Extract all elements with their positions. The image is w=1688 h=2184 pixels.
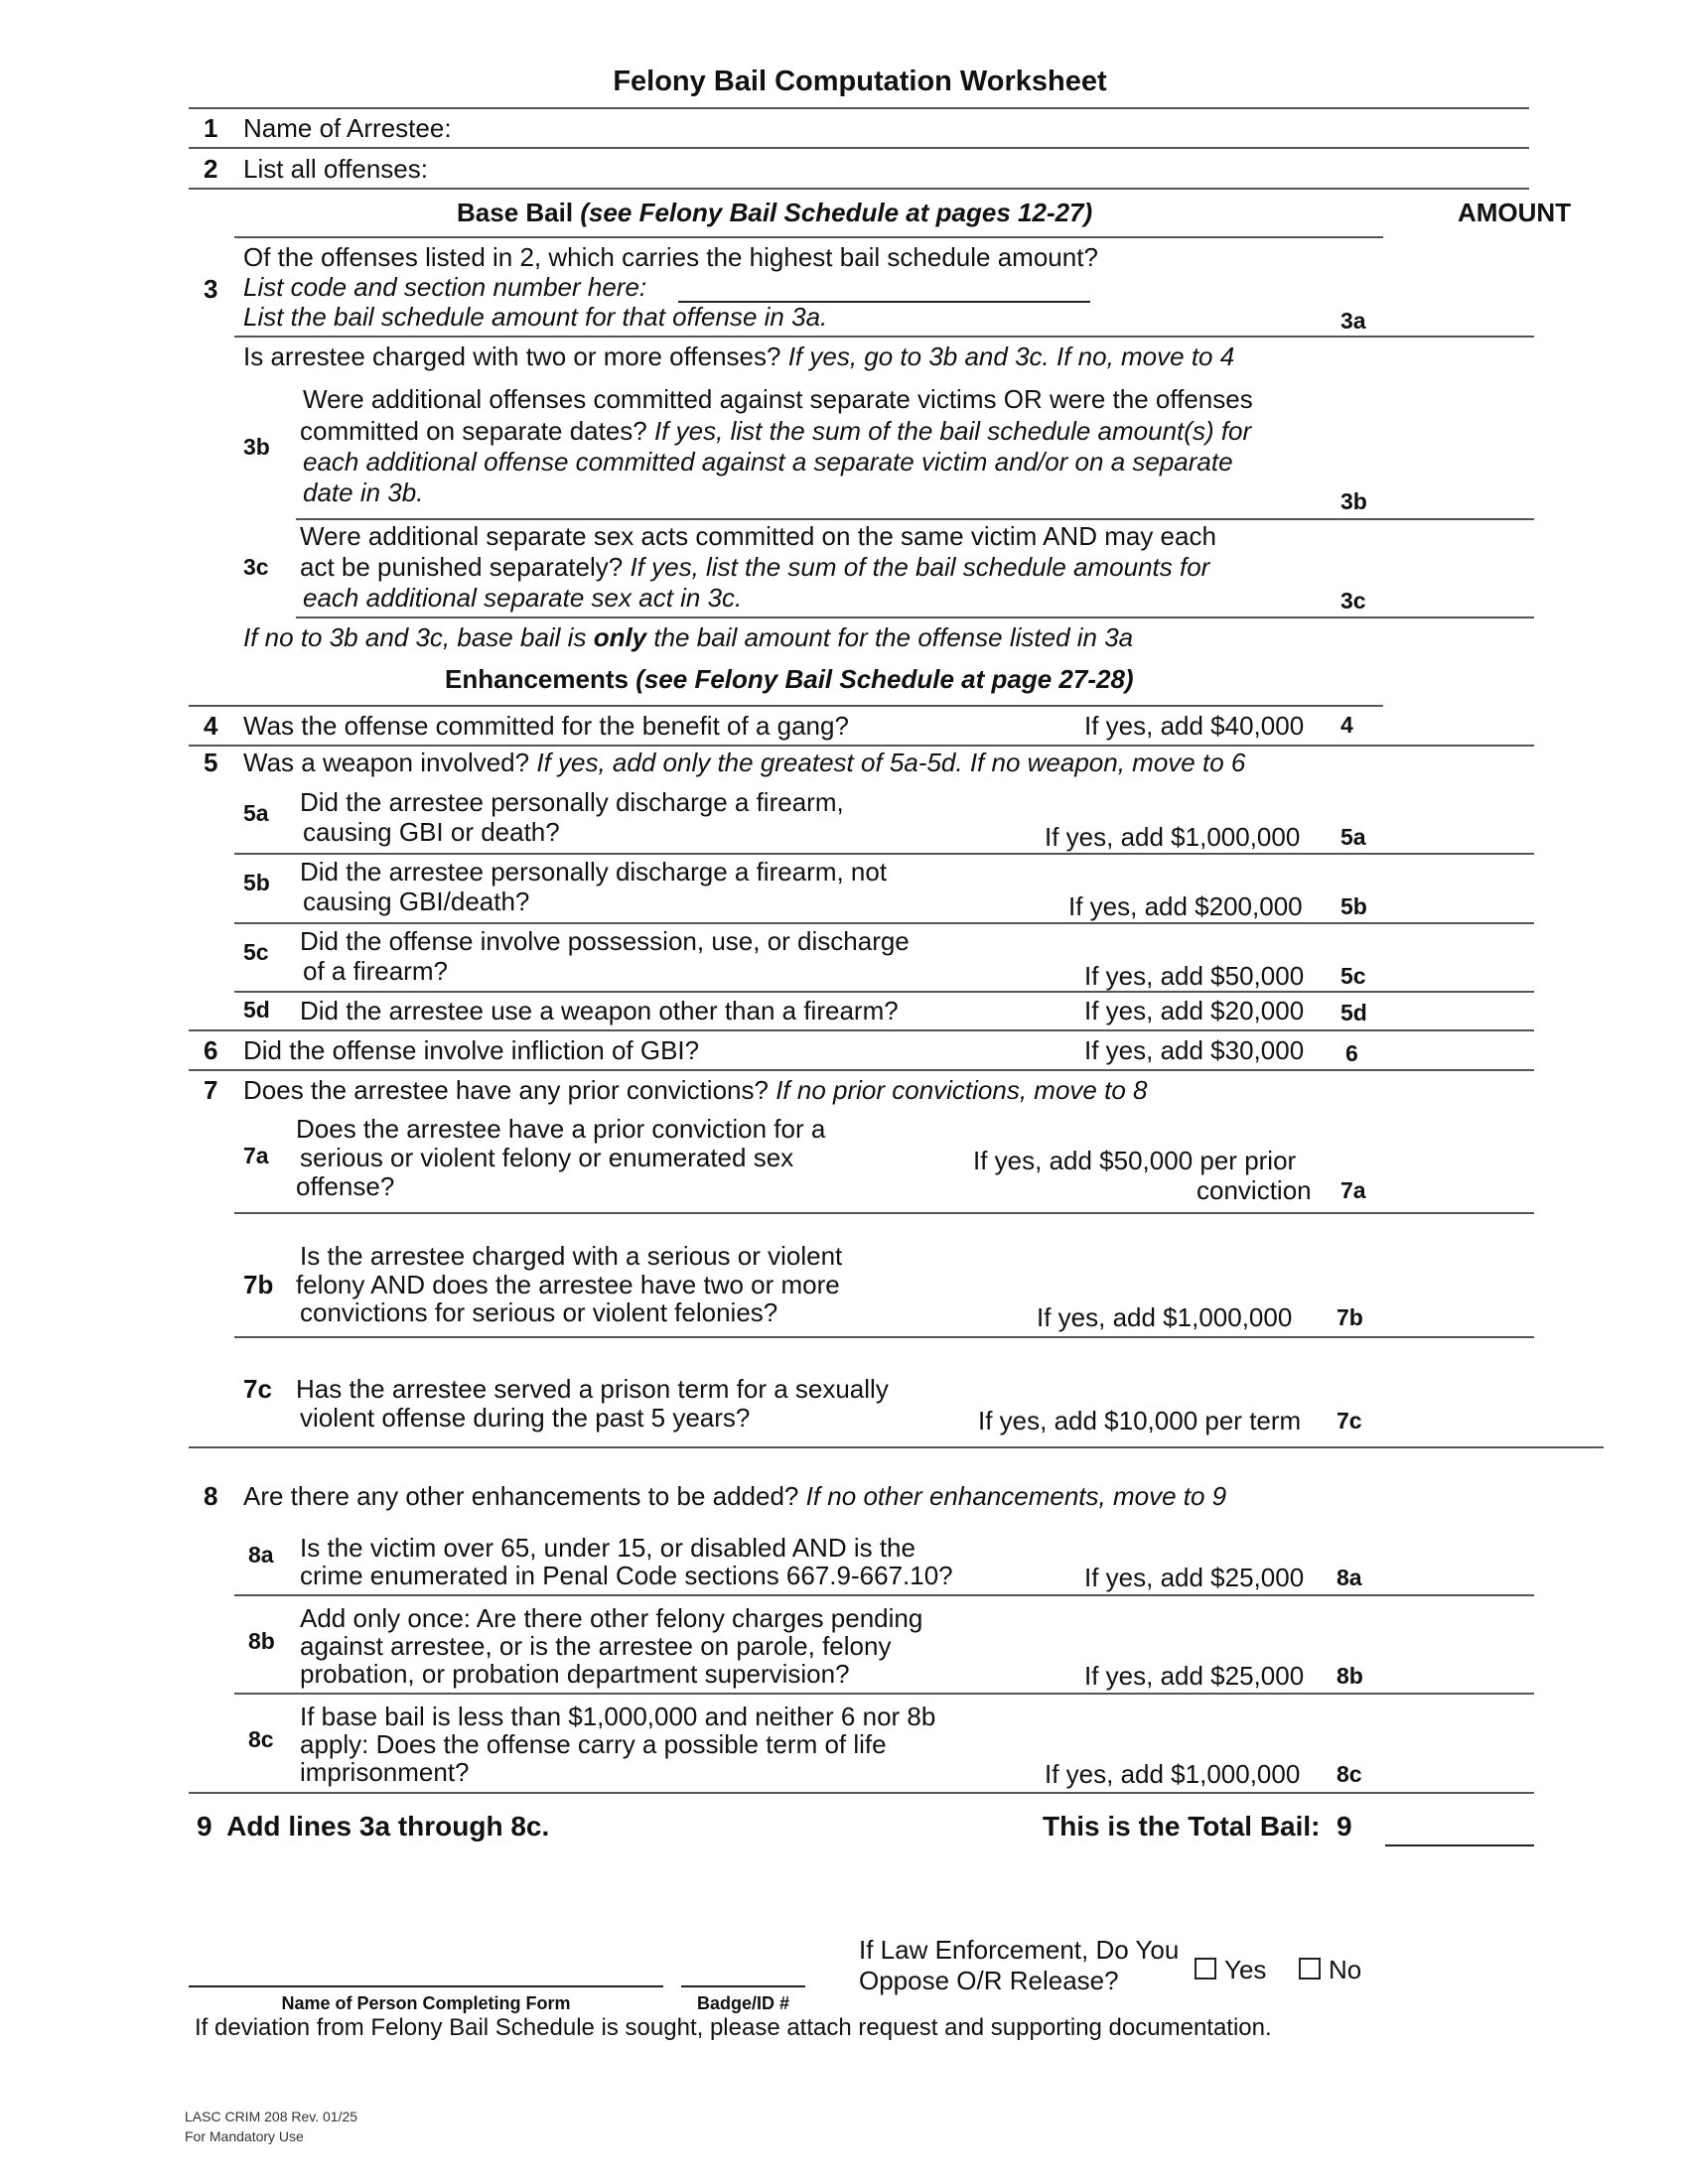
line-code-5d: 5d — [1340, 1000, 1367, 1025]
q5c-text: of a firearm? — [303, 956, 448, 986]
name-of-person-field[interactable] — [189, 1944, 663, 1983]
q3-amount-instruction: List the bail schedule amount for that offense in 3a. — [243, 302, 828, 332]
q5b-text: causing GBI/death? — [303, 887, 530, 916]
q8b-text: probation, or probation department supervision? — [300, 1659, 850, 1689]
arrestee-name-field[interactable] — [477, 111, 1519, 145]
divider — [189, 1792, 1534, 1794]
amount-field-4[interactable] — [1385, 707, 1534, 743]
amount-field-7c[interactable] — [1385, 1398, 1534, 1433]
divider — [234, 853, 1534, 855]
badge-id-label: Badge/ID # — [696, 1993, 790, 2013]
amount-field-5b[interactable] — [1385, 884, 1534, 919]
line-code-7a: 7a — [1340, 1177, 1366, 1203]
q8c-text: apply: Does the offense carry a possible term of life — [300, 1729, 887, 1759]
amount-field-5d[interactable] — [1385, 992, 1534, 1027]
q5a-text: Did the arrestee personally discharge a firearm, — [300, 787, 844, 817]
q8b-text: against arrestee, or is the arrestee on parole, felony — [300, 1631, 892, 1661]
divider — [189, 1446, 1604, 1448]
q7a-text: serious or violent felony or enumerated sex — [300, 1143, 794, 1172]
line-code-8c: 8c — [1336, 1761, 1362, 1787]
divider — [189, 147, 1529, 149]
line-code-7b: 7b — [1336, 1304, 1363, 1330]
line-code-5c: 5c — [1340, 963, 1366, 989]
row-number: 7c — [243, 1374, 272, 1404]
page-title: Felony Bail Computation Worksheet — [613, 66, 1107, 97]
line-code-6: 6 — [1345, 1040, 1358, 1066]
row-number: 8 — [204, 1481, 218, 1511]
yes-label: Yes — [1224, 1955, 1267, 1984]
signature-line — [189, 1985, 663, 1987]
offenses-label: List all offenses: — [243, 154, 428, 184]
amount-column-header: AMOUNT — [1458, 198, 1572, 227]
oppose-or-question: Oppose O/R Release? — [859, 1966, 1119, 1995]
divider — [189, 1069, 1534, 1071]
q3-code-instruction: List code and section number here: — [243, 272, 647, 302]
divider — [189, 107, 1529, 109]
line-code-4: 4 — [1340, 712, 1353, 738]
q8c-add-amount: If yes, add $1,000,000 — [1045, 1759, 1301, 1789]
divider — [296, 616, 1534, 618]
yes-checkbox[interactable] — [1195, 1958, 1216, 1979]
q3b-text: each additional offense committed against a separate victim and/or on a separate — [303, 447, 1233, 477]
q5b-text: Did the arrestee personally discharge a firearm, not — [300, 857, 888, 887]
row-number: 3 — [204, 274, 218, 304]
q3b-text: date in 3b. — [303, 478, 424, 507]
deviation-note: If deviation from Felony Bail Schedule is sought, please attach request and supporting documentation. — [195, 2014, 1272, 2041]
q3c-text: each additional separate sex act in 3c. — [303, 583, 743, 613]
amount-field-8a[interactable] — [1385, 1555, 1534, 1590]
divider — [234, 236, 1383, 238]
q8a-text: crime enumerated in Penal Code sections 667.9-667.10? — [300, 1561, 953, 1590]
code-section-field[interactable] — [678, 269, 1090, 303]
amount-field-8b[interactable] — [1385, 1653, 1534, 1689]
row-number: 8b — [248, 1628, 275, 1654]
no-option[interactable] — [1299, 1955, 1361, 1985]
divider — [234, 336, 1534, 338]
q8c-text: If base bail is less than $1,000,000 and neither 6 nor 8b — [300, 1702, 936, 1731]
row-number: 5d — [243, 997, 270, 1023]
q5d-text: Did the arrestee use a weapon other than a firearm? — [300, 996, 899, 1025]
q5-text: Was a weapon involved? If yes, add only the greatest of 5a-5d. If no weapon, move to 6 — [243, 748, 1246, 777]
no-label: No — [1329, 1955, 1362, 1984]
q7a-text: offense? — [296, 1171, 395, 1201]
divider — [234, 1693, 1534, 1695]
line-code-8a: 8a — [1336, 1565, 1362, 1590]
q5c-text: Did the offense involve possession, use, or discharge — [300, 926, 910, 956]
divider — [234, 991, 1534, 993]
badge-id-field[interactable] — [681, 1944, 805, 1983]
q5a-add-amount: If yes, add $1,000,000 — [1045, 822, 1301, 852]
q3-text: Of the offenses listed in 2, which carries the highest bail schedule amount? — [243, 242, 1098, 272]
q8-text: Are there any other enhancements to be added? If no other enhancements, move to 9 — [243, 1481, 1227, 1511]
arrestee-name-label: Name of Arrestee: — [243, 113, 452, 143]
badge-line — [681, 1985, 805, 1987]
total-bail-label: This is the Total Bail: — [1043, 1811, 1321, 1842]
q8b-add-amount: If yes, add $25,000 — [1084, 1661, 1305, 1691]
line-code-7c: 7c — [1336, 1408, 1362, 1433]
divider — [189, 705, 1383, 707]
divider — [189, 188, 1529, 190]
q3c-text: act be punished separately? If yes, list the sum of the bail schedule amounts for — [300, 552, 1210, 582]
q3b-text: committed on separate dates? If yes, list the sum of the bail schedule amount(s) for — [300, 416, 1252, 446]
row-number: 3b — [243, 434, 270, 460]
q8a-add-amount: If yes, add $25,000 — [1084, 1563, 1305, 1592]
total-instruction: 9 Add lines 3a through 8c. — [197, 1811, 550, 1842]
divider — [234, 922, 1534, 924]
line-code-5b: 5b — [1340, 893, 1367, 919]
q5a-text: causing GBI or death? — [303, 817, 560, 847]
amount-field-3a[interactable] — [1385, 298, 1534, 334]
q7c-text: Has the arrestee served a prison term for a sexually — [296, 1374, 889, 1404]
divider — [189, 745, 1534, 747]
amount-field-7b[interactable] — [1385, 1295, 1534, 1330]
row-number: 1 — [204, 113, 218, 143]
base-bail-note: If no to 3b and 3c, base bail is only the bail amount for the offense listed in 3a — [243, 622, 1134, 652]
line-code-8b: 8b — [1336, 1663, 1363, 1689]
total-bail-field[interactable] — [1385, 1809, 1534, 1846]
q7c-text: violent offense during the past 5 years? — [300, 1403, 751, 1433]
line-code-3b: 3b — [1340, 488, 1367, 514]
q5b-add-amount: If yes, add $200,000 — [1068, 891, 1303, 921]
q7a-add-amount: conviction — [1196, 1175, 1312, 1205]
row-number: 5c — [243, 939, 269, 965]
q8b-text: Add only once: Are there other felony charges pending — [300, 1603, 923, 1633]
row-number: 3c — [243, 554, 269, 580]
divider — [189, 1029, 1534, 1031]
q3c-text: Were additional separate sex acts committed on the same victim AND may each — [300, 521, 1216, 551]
amount-field-7a[interactable] — [1385, 1167, 1534, 1203]
q7b-text: felony AND does the arrestee have two or more — [296, 1270, 840, 1299]
no-checkbox[interactable] — [1299, 1958, 1321, 1979]
q8a-text: Is the victim over 65, under 15, or disabled AND is the — [300, 1533, 915, 1563]
amount-field-5a[interactable] — [1385, 814, 1534, 850]
divider — [234, 1212, 1534, 1214]
q7b-text: convictions for serious or violent felonies? — [300, 1297, 778, 1327]
multi-offense-question: Is arrestee charged with two or more offenses? If yes, go to 3b and 3c. If no, move to 4 — [243, 341, 1235, 371]
amount-field-5c[interactable] — [1385, 953, 1534, 989]
amount-field-3b[interactable] — [1385, 478, 1534, 514]
q7c-add-amount: If yes, add $10,000 per term — [978, 1406, 1302, 1435]
divider — [234, 1336, 1534, 1338]
q4-text: Was the offense committed for the benefit of a gang? — [243, 711, 849, 741]
q7b-text: Is the arrestee charged with a serious or violent — [300, 1241, 843, 1271]
row-number: 6 — [204, 1035, 218, 1065]
line-code-3c: 3c — [1340, 588, 1366, 614]
q5d-add-amount: If yes, add $20,000 — [1084, 996, 1305, 1025]
amount-field-8c[interactable] — [1385, 1751, 1534, 1787]
line-code-3a: 3a — [1340, 308, 1366, 334]
q6-text: Did the offense involve infliction of GBI? — [243, 1035, 700, 1065]
q4-add-amount: If yes, add $40,000 — [1084, 711, 1305, 741]
row-number: 7 — [204, 1075, 218, 1105]
row-number: 8c — [248, 1726, 274, 1752]
amount-field-3c[interactable] — [1385, 578, 1534, 614]
row-number: 5b — [243, 870, 270, 895]
row-number: 7a — [243, 1143, 269, 1168]
q7-text: Does the arrestee have any prior convictions? If no prior convictions, move to 8 — [243, 1075, 1148, 1105]
offenses-field[interactable] — [447, 151, 1519, 185]
q3b-text: Were additional offenses committed against separate victims OR were the offenses — [303, 384, 1253, 414]
line-code-5a: 5a — [1340, 824, 1366, 850]
q6-add-amount: If yes, add $30,000 — [1084, 1035, 1305, 1065]
q8c-text: imprisonment? — [300, 1757, 470, 1787]
form-id: LASC CRIM 208 Rev. 01/25 — [185, 2109, 358, 2124]
base-bail-heading: Base Bail (see Felony Bail Schedule at pages 12-27) — [457, 198, 1093, 227]
divider — [296, 518, 1534, 520]
q7a-text: Does the arrestee have a prior conviction for a — [296, 1114, 826, 1144]
yes-option[interactable] — [1195, 1955, 1266, 1985]
row-number: 8a — [248, 1542, 274, 1568]
row-number: 2 — [204, 154, 218, 184]
row-number: 7b — [243, 1270, 274, 1299]
row-number: 5a — [243, 800, 269, 826]
q7a-add-amount: If yes, add $50,000 per prior — [973, 1146, 1297, 1175]
row-number: 5 — [204, 748, 218, 777]
oppose-or-question: If Law Enforcement, Do You — [859, 1935, 1180, 1965]
divider — [234, 1594, 1534, 1596]
name-of-person-label: Name of Person Completing Form — [281, 1993, 571, 2013]
row-number: 4 — [204, 711, 218, 741]
q5c-add-amount: If yes, add $50,000 — [1084, 961, 1305, 991]
q7b-add-amount: If yes, add $1,000,000 — [1037, 1302, 1293, 1332]
amount-field-6[interactable] — [1385, 1031, 1534, 1067]
line-code-9: 9 — [1336, 1811, 1352, 1842]
mandatory-use-note: For Mandatory Use — [185, 2128, 304, 2144]
enhancements-heading: Enhancements (see Felony Bail Schedule at page 27-28) — [445, 664, 1134, 694]
